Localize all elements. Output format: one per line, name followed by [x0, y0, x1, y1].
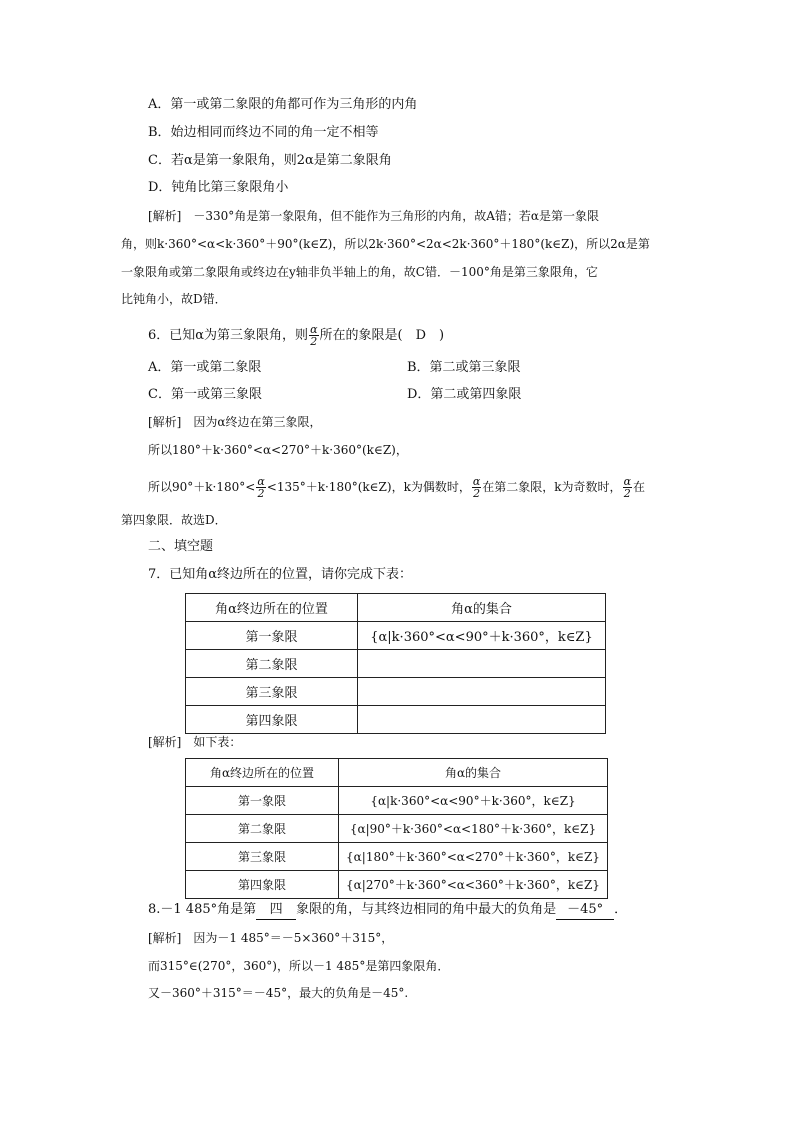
- table-cell: 第四象限: [186, 871, 339, 899]
- q6-fraction-num: α: [310, 323, 318, 336]
- q7-answer-table: [185, 758, 608, 899]
- q6-stem-post: 所在的象限是( D ): [319, 328, 445, 343]
- table-cell: {α|270°＋k·360°<α<360°＋k·360°，k∈Z}: [339, 871, 608, 899]
- q8-answer-blank-2: －45°: [556, 901, 614, 920]
- q6-fraction: [309, 324, 318, 347]
- q5-analysis-line-4: 比钝角小，故D错．: [121, 292, 227, 306]
- table-header-set: 角α的集合: [339, 759, 608, 787]
- q6-stem-pre: 6．已知α为第三象限角，则: [148, 328, 309, 343]
- q7-stem: 7．已知角α终边所在的位置，请你完成下表：: [148, 567, 413, 582]
- q8-analysis-line-1: [解析] 因为－1 485°＝－5×360°＋315°，: [148, 931, 394, 945]
- q6-analysis-3-mid: <135°＋k·180°(k∈Z)，k为偶数时，: [266, 480, 471, 494]
- table-cell: {α|90°＋k·360°<α<180°＋k·360°，k∈Z}: [339, 815, 608, 843]
- table-cell: {α|k·360°<α<90°＋k·360°，k∈Z}: [358, 622, 606, 650]
- section-title: 二、填空题: [148, 539, 214, 554]
- table-cell: [358, 650, 606, 678]
- table-cell: 第二象限: [186, 650, 358, 678]
- q6-analysis-line-1: [解析] 因为α终边在第三象限，: [148, 415, 322, 429]
- q8-stem-end: ．: [614, 902, 628, 917]
- q6-option-c: C．第一或第三象限: [148, 387, 262, 402]
- table-cell: [358, 706, 606, 734]
- q6-option-d: D．第二或第四象限: [407, 387, 522, 402]
- q5-analysis-line-1: [解析] －330°角是第一象限角，但不能作为三角形的内角，故A错；若α是第一象限: [148, 209, 600, 223]
- q6-option-a: A．第一或第二象限: [148, 360, 262, 375]
- q8-stem: [148, 901, 627, 920]
- q6-analysis-line-2: 所以180°＋k·360°<α<270°＋k·360°(k∈Z)，: [148, 443, 408, 457]
- table-cell: 第四象限: [186, 706, 358, 734]
- table-cell: 第一象限: [186, 622, 358, 650]
- q8-stem-pre: 8.－1 485°角是第: [148, 902, 257, 917]
- q6-stem: [148, 324, 444, 347]
- q5-analysis-line-3: 一象限角或第二象限角或终边在y轴非负半轴上的角，故C错．－100°角是第三象限角，它: [121, 265, 598, 279]
- q6-option-b: B．第二或第三象限: [407, 360, 521, 375]
- q6-analysis-3-end: 在: [633, 480, 646, 494]
- table-cell: 第三象限: [186, 843, 339, 871]
- q8-answer-blank-1: 四: [256, 901, 296, 920]
- q6-analysis-line-4: 第四象限．故选D．: [121, 513, 227, 527]
- q6-analysis-line-3: [148, 476, 645, 499]
- table-cell: [358, 678, 606, 706]
- table-header-position: 角α终边所在的位置: [186, 759, 339, 787]
- q8-analysis-line-3: 又－360°＋315°＝－45°，最大的负角是－45°.: [148, 986, 409, 1000]
- table-cell: 第三象限: [186, 678, 358, 706]
- q6-fraction-den: 2: [310, 335, 318, 348]
- table-cell: 第一象限: [186, 787, 339, 815]
- q8-stem-mid: 象限的角，与其终边相同的角中最大的负角是: [296, 902, 557, 917]
- q5-option-a: A．第一或第二象限的角都可作为三角形的内角: [148, 97, 418, 112]
- q6-analysis-3-mid2: 在第二象限，k为奇数时，: [482, 480, 622, 494]
- q5-option-b: B．始边相同而终边不同的角一定不相等: [148, 125, 379, 140]
- q6-analysis-3-pre: 所以90°＋k·180°<: [148, 480, 256, 494]
- q7-analysis-label: [解析] 如下表：: [148, 735, 242, 749]
- table-cell: {α|k·360°<α<90°＋k·360°，k∈Z}: [339, 787, 608, 815]
- table-header-position: 角α终边所在的位置: [186, 594, 358, 622]
- table-cell: {α|180°＋k·360°<α<270°＋k·360°，k∈Z}: [339, 843, 608, 871]
- q5-option-c: C．若α是第一象限角，则2α是第二象限角: [148, 153, 392, 168]
- alpha-half-fraction: $\frac{\alpha}{2}$: [257, 475, 265, 500]
- q7-blank-table: [185, 593, 606, 734]
- q5-analysis-line-2: 角，则k·360°<α<k·360°＋90°(k∈Z)，所以2k·360°<2α<2k·360°＋180°(k∈Z)，所以2α是第: [121, 237, 650, 251]
- alpha-half-fraction: $\frac{\alpha}{2}$: [623, 475, 631, 500]
- q5-option-d: D．钝角比第三象限角小: [148, 180, 289, 195]
- table-header-set: 角α的集合: [358, 594, 606, 622]
- table-cell: 第二象限: [186, 815, 339, 843]
- q8-analysis-line-2: 而315°∈(270°，360°)，所以－1 485°是第四象限角．: [148, 959, 450, 973]
- alpha-half-fraction: $\frac{\alpha}{2}$: [472, 475, 481, 500]
